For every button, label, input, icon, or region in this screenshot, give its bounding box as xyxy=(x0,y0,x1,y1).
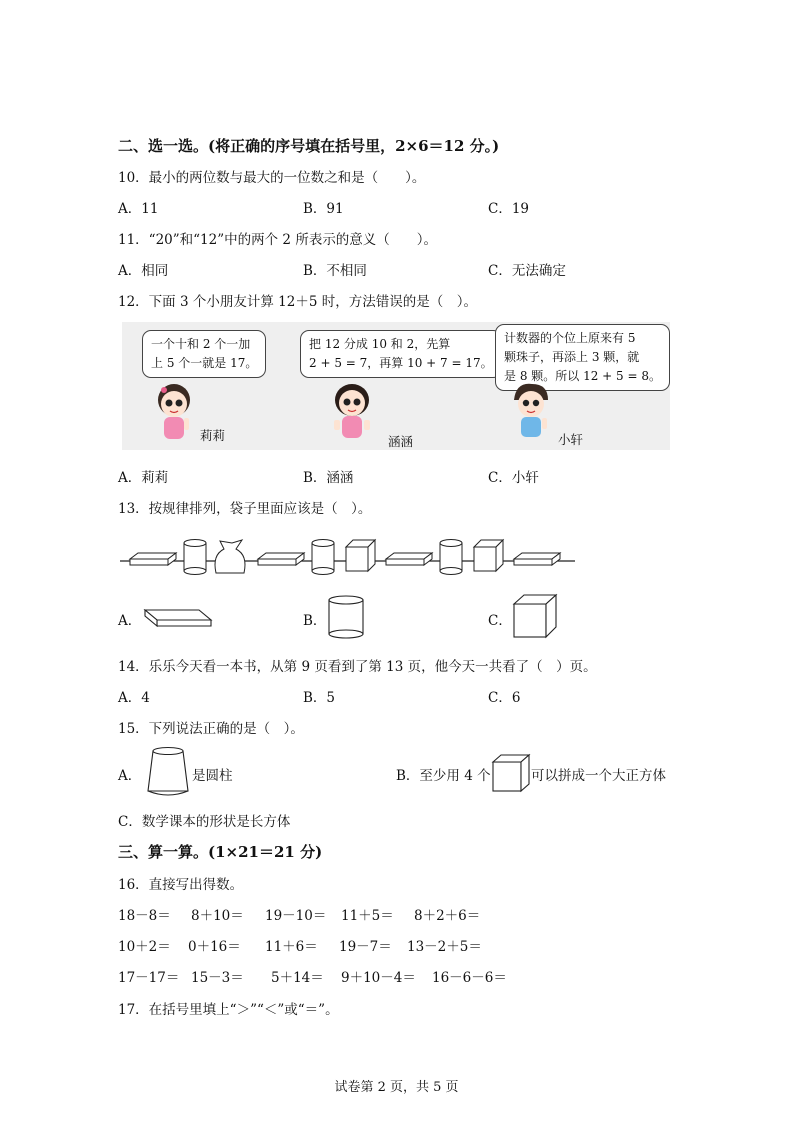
calc-item: 9＋10－4＝ xyxy=(341,970,416,986)
cylinder-icon xyxy=(440,540,462,575)
q13-option-c: C． xyxy=(488,613,512,629)
calc-item: 13－2＋5＝ xyxy=(407,939,482,955)
q11-option-c: C．无法确定 xyxy=(488,263,566,279)
pattern-sequence xyxy=(120,535,590,585)
small-cube-icon xyxy=(491,753,531,793)
page-footer: 试卷第 2 页，共 5 页 xyxy=(334,1080,459,1095)
question-15: 15．下列说法正确的是（ ）。 xyxy=(118,721,304,737)
calc-item: 5＋14＝ xyxy=(271,970,324,986)
girl-hanhan-icon xyxy=(328,378,388,448)
calc-item: 8＋10＝ xyxy=(191,908,244,924)
question-17: 17．在括号里填上“＞”“＜”或“＝”。 xyxy=(118,1002,339,1018)
cube-option-icon xyxy=(512,593,560,641)
cuboid-icon xyxy=(130,553,176,565)
name-xiaoxuan: 小轩 xyxy=(558,432,584,447)
q15-option-a-prefix: A． xyxy=(118,768,142,784)
q15-option-b-prefix: B．至少用 4 个 xyxy=(396,768,491,784)
calc-item: 15－3＝ xyxy=(191,970,244,986)
speech-bubble-lili: 一个十和 2 个一加 上 5 个一就是 17。 xyxy=(142,330,266,378)
question-16: 16．直接写出得数。 xyxy=(118,877,244,893)
calc-item: 10＋2＝ xyxy=(118,939,171,955)
q10-option-b: B．91 xyxy=(303,201,344,217)
cuboid-icon xyxy=(258,553,304,565)
q14-option-c: C．6 xyxy=(488,690,521,706)
boy-xiaoxuan-icon xyxy=(506,378,566,448)
section-3-title: 三、算一算。(1×21＝21 分) xyxy=(118,843,323,861)
calc-item: 16－6－6＝ xyxy=(432,970,507,986)
truncated-cone-icon xyxy=(145,745,191,799)
q13-option-a: A． xyxy=(118,613,142,629)
cylinder-icon xyxy=(312,540,334,575)
question-11: 11．“20”和“12”中的两个 2 所表示的意义（ ）。 xyxy=(118,232,438,248)
cuboid-icon xyxy=(514,553,560,565)
name-lili: 莉莉 xyxy=(200,428,226,443)
section-2-title: 二、选一选。(将正确的序号填在括号里，2×6＝12 分。) xyxy=(118,137,500,155)
cube-icon xyxy=(346,540,375,571)
cuboid-option-icon xyxy=(143,602,215,632)
q12-option-c: C．小轩 xyxy=(488,470,539,486)
cube-icon xyxy=(474,540,503,571)
calc-item: 11＋5＝ xyxy=(341,908,394,924)
calc-item: 8＋2＋6＝ xyxy=(414,908,481,924)
q10-option-c: C．19 xyxy=(488,201,530,217)
cylinder-icon xyxy=(184,540,206,575)
q15-option-a-suffix: 是圆柱 xyxy=(192,768,233,784)
q11-option-a: A．相同 xyxy=(118,263,169,279)
question-13: 13．按规律排列，袋子里面应该是（ ）。 xyxy=(118,501,372,517)
calc-item: 11＋6＝ xyxy=(265,939,318,955)
question-14: 14．乐乐今天看一本书，从第 9 页看到了第 13 页，他今天一共看了（ ）页。 xyxy=(118,659,597,675)
calc-item: 18－8＝ xyxy=(118,908,171,924)
q15-option-b-suffix: 可以拼成一个大正方体 xyxy=(531,768,666,784)
q12-option-b: B．涵涵 xyxy=(303,470,354,486)
speech-bubble-hanhan: 把 12 分成 10 和 2，先算 2 + 5 = 7，再算 10 + 7 = 17。 xyxy=(300,330,502,378)
question-12: 12．下面 3 个小朋友计算 12＋5 时，方法错误的是（ ）。 xyxy=(118,294,477,310)
calc-item: 0＋16＝ xyxy=(188,939,241,955)
calc-item: 19－10＝ xyxy=(265,908,327,924)
speech-bubble-xiaoxuan: 计数器的个位上原来有 5 颗珠子，再添上 3 颗，就 是 8 颗。所以 12 + 5 = 8。 xyxy=(495,324,670,391)
calc-item: 17－17＝ xyxy=(118,970,180,986)
q12-illustration xyxy=(122,322,670,450)
name-hanhan: 涵涵 xyxy=(388,434,414,449)
calc-item: 19－7＝ xyxy=(339,939,392,955)
q10-option-a: A．11 xyxy=(118,201,159,217)
q12-option-a: A．莉莉 xyxy=(118,470,169,486)
cylinder-option-icon xyxy=(326,594,366,640)
question-10: 10．最小的两位数与最大的一位数之和是（ ）。 xyxy=(118,170,426,186)
q11-option-b: B．不相同 xyxy=(303,263,367,279)
q15-option-c: C．数学课本的形状是长方体 xyxy=(118,814,291,830)
q14-option-b: B．5 xyxy=(303,690,336,706)
bag-icon xyxy=(215,540,245,573)
cuboid-icon xyxy=(386,553,432,565)
q13-option-b: B． xyxy=(303,613,327,629)
q14-option-a: A．4 xyxy=(118,690,150,706)
